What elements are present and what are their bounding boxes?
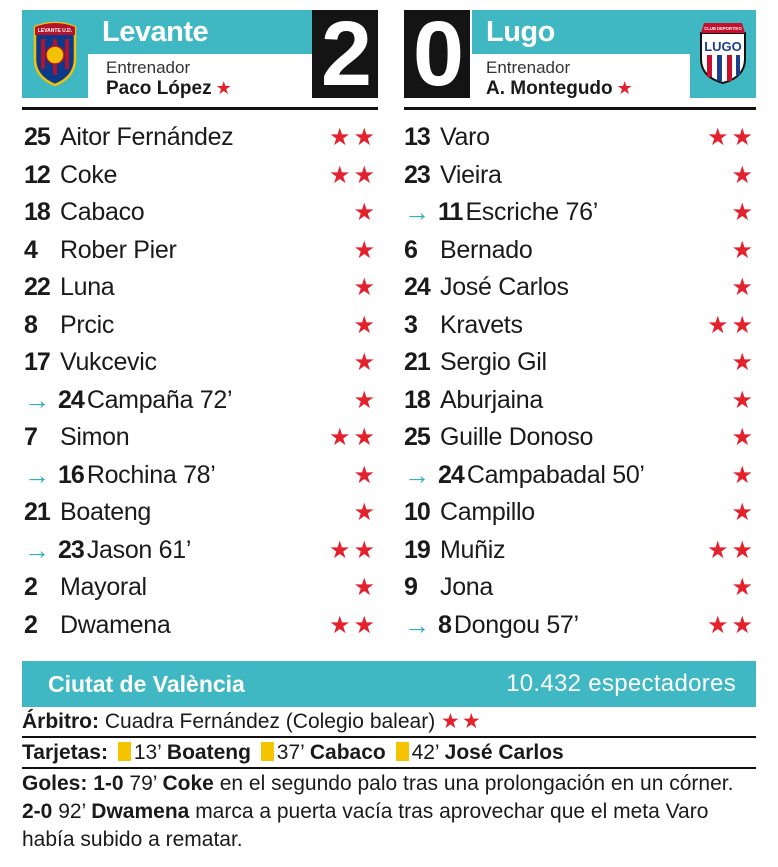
player-number: 22 (24, 273, 50, 302)
away-team-header (404, 3, 756, 105)
player-number: 23 (404, 160, 430, 189)
away-crest-top-text: CLUB DEPORTIVO (704, 26, 742, 31)
player-name: Aitor Fernández (60, 123, 234, 152)
attendance: 10.432 espectadores (506, 670, 736, 697)
player-name: Jason 61’ (86, 535, 192, 564)
player-number: 10 (404, 498, 430, 527)
player-number: 16 (58, 460, 84, 489)
rating-star-icon: ★ (731, 574, 756, 602)
home-player-list (24, 119, 378, 644)
player-name: Varo (440, 123, 490, 152)
player-name: Luna (60, 273, 115, 302)
goals-label: Goles: (22, 772, 88, 795)
goal-minute: 79’ (129, 772, 157, 795)
rating-star-icon: ★ (731, 386, 756, 414)
rating-star-icon: ★ (731, 461, 756, 489)
away-crest-text: LUGO (704, 39, 742, 54)
player-row (404, 569, 756, 607)
home-coach-star-icon: ★ (215, 78, 232, 98)
away-player-list (404, 119, 756, 644)
player-row (404, 344, 756, 382)
goals-block (22, 772, 756, 852)
player-name: Aburjaina (440, 385, 543, 414)
player-number: 6 (404, 235, 417, 264)
away-coach-star-icon: ★ (616, 78, 633, 98)
player-row (404, 494, 756, 532)
player-name: Rober Pier (60, 235, 177, 264)
player-name: Prcic (60, 310, 115, 339)
goal-description: en el segundo palo tras una prolongación en un córner. (219, 772, 734, 795)
rating-star-icon: ★★ (328, 124, 378, 152)
player-number: 2 (24, 573, 37, 602)
player-row (404, 607, 756, 645)
cards-line (22, 741, 756, 765)
player-row (404, 194, 756, 232)
player-row (24, 569, 378, 607)
yellow-card-icon (118, 742, 131, 761)
player-number: 3 (404, 310, 417, 339)
goal-line-1 (22, 772, 756, 796)
player-name: Dwamena (60, 610, 171, 639)
rating-star-icon: ★ (731, 161, 756, 189)
player-row (24, 269, 378, 307)
player-row (404, 157, 756, 195)
player-number: 4 (24, 235, 37, 264)
rating-star-icon: ★★ (328, 424, 378, 452)
player-number: 18 (404, 385, 430, 414)
away-coach-label: Entrenador (486, 58, 571, 77)
rating-star-icon: ★ (353, 574, 378, 602)
player-row (404, 307, 756, 345)
player-number: 7 (24, 423, 37, 452)
referee-line (22, 710, 756, 734)
home-coach-label: Entrenador (106, 58, 191, 77)
card-player: José Carlos (444, 741, 564, 764)
rating-star-icon: ★★ (706, 311, 756, 339)
referee-text: Cuadra Fernández (Colegio balear) (104, 710, 436, 733)
rating-star-icon: ★ (353, 311, 378, 339)
player-number: 9 (404, 573, 417, 602)
player-row (404, 119, 756, 157)
home-team-name: Levante (88, 10, 312, 54)
away-coach (486, 58, 633, 98)
away-logo-box (690, 10, 756, 98)
player-name: Sergio Gil (440, 348, 547, 377)
divider (22, 736, 756, 738)
rating-star-icon: ★ (731, 349, 756, 377)
player-number: 11 (438, 198, 463, 227)
home-coach-name: Paco López (106, 78, 212, 99)
player-number: 18 (24, 198, 50, 227)
goal-minute: 92’ (58, 800, 86, 823)
home-coach (106, 58, 232, 98)
player-number: 25 (24, 123, 50, 152)
player-name: Bernado (440, 235, 533, 264)
player-number: 12 (24, 160, 50, 189)
goal-line-2-cont: había subido a rematar. (22, 828, 243, 851)
player-name: Simon (60, 423, 130, 452)
player-number: 25 (404, 423, 430, 452)
home-score: 2 (312, 10, 378, 98)
referee-label: Árbitro: (22, 710, 99, 733)
player-row (404, 532, 756, 570)
player-name: Kravets (440, 310, 523, 339)
substitution-arrow-icon: → (24, 384, 50, 415)
goal-scorer: Dwamena (91, 800, 190, 823)
rating-star-icon: ★ (353, 274, 378, 302)
player-row (24, 307, 378, 345)
player-name: Dongou 57’ (453, 610, 579, 639)
yellow-card-icon (261, 742, 274, 761)
player-row (404, 232, 756, 270)
rating-star-icon: ★ (353, 236, 378, 264)
player-number: 21 (404, 348, 430, 377)
home-header-divider (22, 107, 378, 110)
card-minute: 13’ (133, 741, 162, 764)
rating-star-icon: ★ (731, 199, 756, 227)
player-name: Boateng (60, 498, 152, 527)
player-number: 8 (438, 610, 451, 639)
player-name: Escriche 76’ (465, 198, 599, 227)
player-number: 8 (24, 310, 37, 339)
home-crest-text: LEVANTE U.D. (37, 28, 73, 34)
player-name: Vieira (440, 160, 502, 189)
player-number: 13 (404, 123, 430, 152)
player-number: 24 (58, 385, 84, 414)
player-name: Coke (60, 160, 118, 189)
player-number: 23 (58, 535, 84, 564)
player-row (24, 494, 378, 532)
cards-label: Tarjetas: (22, 741, 108, 764)
player-number: 24 (404, 273, 430, 302)
player-row (24, 157, 378, 195)
rating-star-icon: ★ (353, 349, 378, 377)
stadium-name: Ciutat de València (48, 670, 245, 697)
player-name: Muñiz (440, 535, 506, 564)
player-row (24, 119, 378, 157)
lugo-crest-icon (698, 23, 748, 85)
away-score: 0 (404, 10, 470, 98)
rating-star-icon: ★ (731, 499, 756, 527)
substitution-arrow-icon: → (404, 609, 430, 640)
rating-star-icon: ★ (353, 386, 378, 414)
rating-star-icon: ★★ (706, 611, 756, 639)
away-coach-name: A. Montegudo (486, 78, 613, 99)
away-header-divider (404, 107, 756, 110)
player-row (24, 344, 378, 382)
substitution-arrow-icon: → (24, 534, 50, 565)
player-row (24, 382, 378, 420)
rating-star-icon: ★ (353, 461, 378, 489)
player-name: José Carlos (440, 273, 569, 302)
stadium-bar (22, 661, 756, 707)
player-number: 21 (24, 498, 50, 527)
substitution-arrow-icon: → (24, 459, 50, 490)
player-name: Campaña 72’ (86, 385, 233, 414)
player-row (404, 419, 756, 457)
rating-star-icon: ★ (731, 274, 756, 302)
rating-star-icon: ★ (731, 424, 756, 452)
player-name: Vukcevic (60, 348, 157, 377)
rating-star-icon: ★ (731, 236, 756, 264)
rating-star-icon: ★ (353, 499, 378, 527)
player-name: Mayoral (60, 573, 147, 602)
player-number: 24 (438, 460, 464, 489)
player-row (24, 532, 378, 570)
goal-score: 2-0 (22, 800, 53, 823)
player-number: 2 (24, 610, 37, 639)
card-player: Boateng (166, 741, 251, 764)
player-name: Guille Donoso (440, 423, 594, 452)
referee-rating-icon: ★★ (441, 710, 483, 733)
player-row (404, 269, 756, 307)
player-row (24, 419, 378, 457)
substitution-arrow-icon: → (404, 459, 430, 490)
player-number: 17 (24, 348, 50, 377)
away-team-name: Lugo (472, 10, 690, 54)
levante-crest-icon (31, 21, 79, 87)
card-minute: 37’ (276, 741, 305, 764)
player-row (24, 194, 378, 232)
player-name: Cabaco (60, 198, 145, 227)
goal-description: marca a puerta vacía tras aprovechar que el meta Varo (195, 800, 709, 823)
rating-star-icon: ★★ (328, 161, 378, 189)
divider (22, 767, 756, 769)
card-player: Cabaco (309, 741, 386, 764)
player-row (404, 457, 756, 495)
player-row (404, 382, 756, 420)
player-row (24, 457, 378, 495)
card-minute: 42’ (411, 741, 439, 764)
home-team-header (22, 3, 378, 105)
player-number: 19 (404, 535, 430, 564)
substitution-arrow-icon: → (404, 197, 430, 228)
player-name: Rochina 78’ (86, 460, 216, 489)
rating-star-icon: ★★ (328, 611, 378, 639)
rating-star-icon: ★ (353, 199, 378, 227)
player-name: Campabadal 50’ (466, 460, 645, 489)
player-name: Campillo (440, 498, 535, 527)
player-row (24, 607, 378, 645)
yellow-card-icon (396, 742, 409, 761)
home-logo-box (22, 10, 88, 98)
player-row (24, 232, 378, 270)
rating-star-icon: ★★ (328, 536, 378, 564)
goal-line-2 (22, 800, 756, 824)
rating-star-icon: ★★ (706, 124, 756, 152)
rating-star-icon: ★★ (706, 536, 756, 564)
goal-scorer: Coke (162, 772, 214, 795)
goal-score: 1-0 (93, 772, 124, 795)
player-name: Jona (440, 573, 494, 602)
